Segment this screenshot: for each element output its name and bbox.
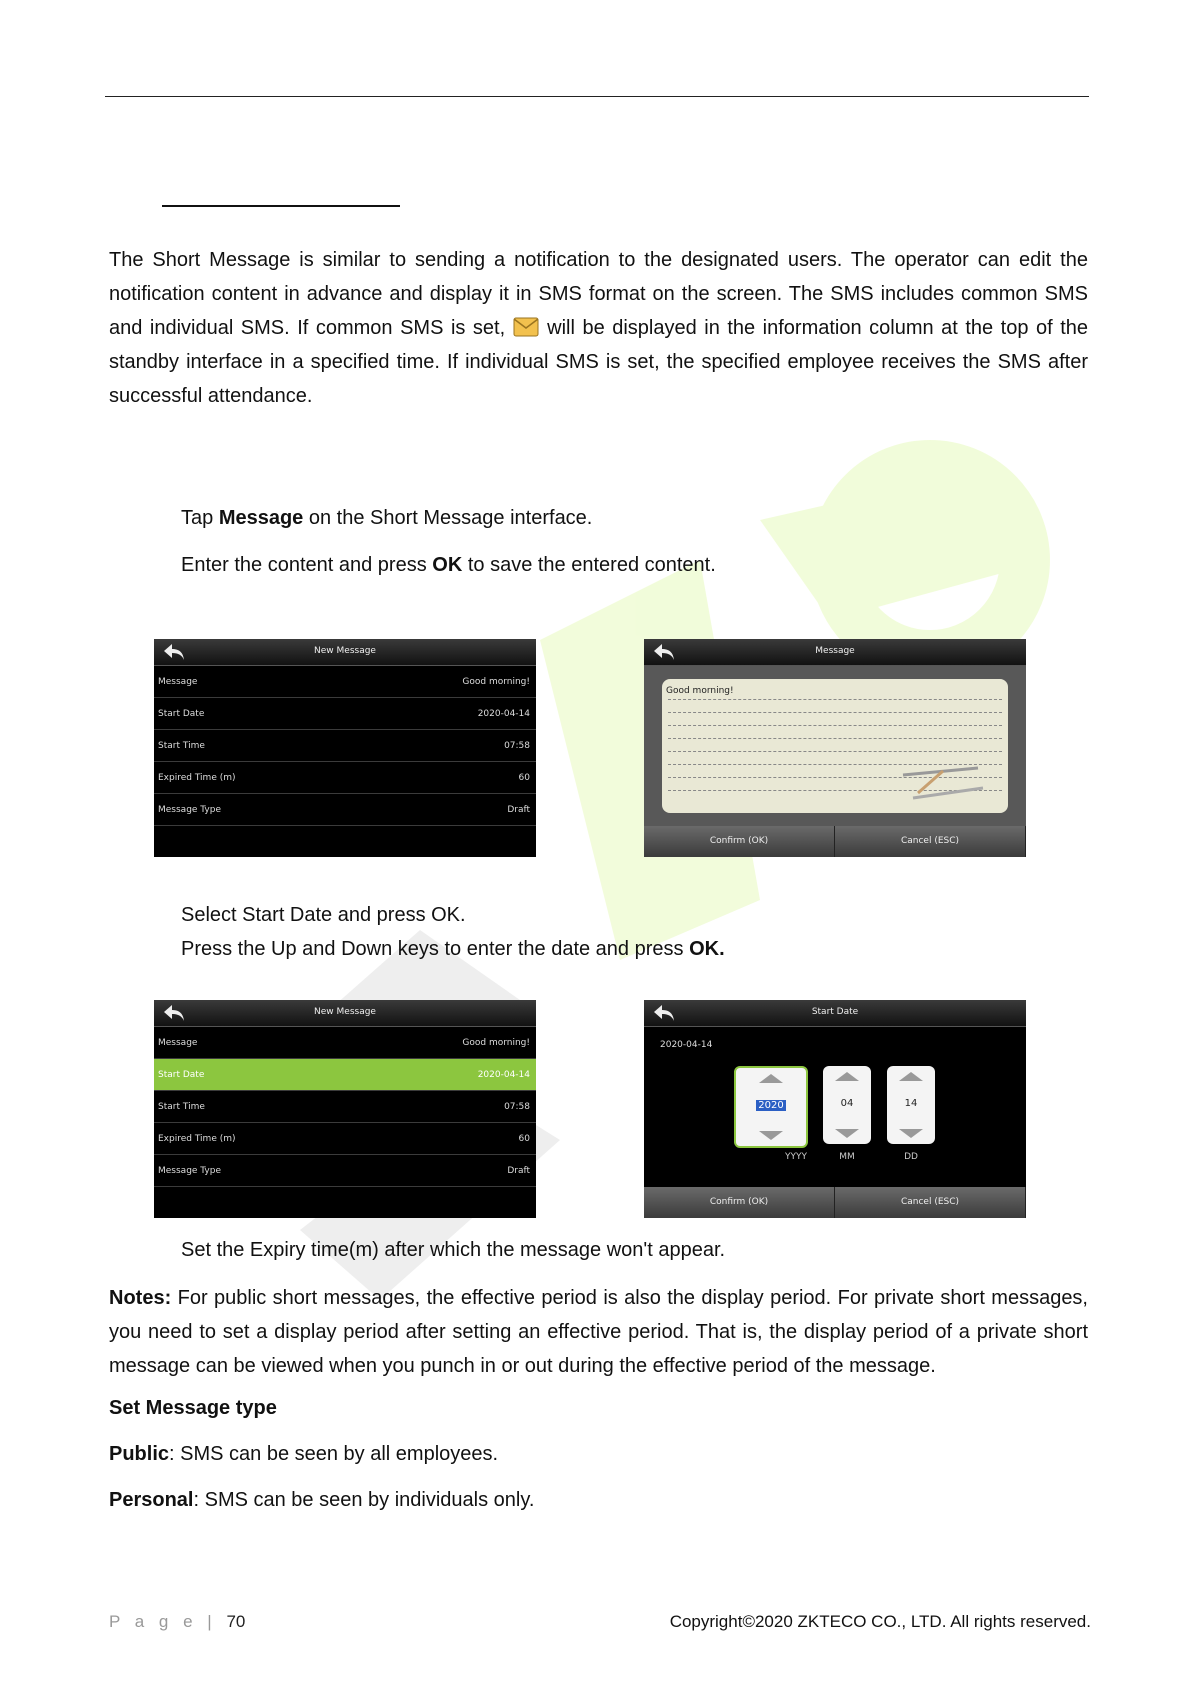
down-arrow-icon[interactable] bbox=[899, 1129, 923, 1138]
confirm-button[interactable]: Confirm (OK) bbox=[644, 826, 835, 857]
year-value: 2020 bbox=[758, 1100, 784, 1111]
public-line: Public: SMS can be seen by all employees. bbox=[109, 1443, 499, 1465]
month-value: 04 bbox=[840, 1098, 854, 1109]
year-spinner[interactable] bbox=[734, 1066, 808, 1148]
screen-header bbox=[644, 639, 1026, 666]
new-message-screen-highlighted bbox=[154, 1000, 536, 1218]
row-expired-time[interactable]: Expired Time (m) 60 bbox=[154, 1123, 536, 1155]
step-press-up-down: Press the Up and Down keys to enter the date and press OK. bbox=[181, 938, 725, 960]
day-spinner[interactable] bbox=[887, 1066, 935, 1144]
cancel-button[interactable]: Cancel (ESC) bbox=[835, 826, 1026, 857]
current-date: 2020-04-14 bbox=[660, 1040, 713, 1050]
up-arrow-icon[interactable] bbox=[759, 1074, 783, 1083]
row-start-date[interactable]: Start Date 2020-04-14 bbox=[154, 698, 536, 730]
copyright: Copyright©2020 ZKTECO CO., LTD. All rights reserved. bbox=[669, 1612, 1091, 1631]
step-enter-content: Enter the content and press OK to save the entered content. bbox=[181, 554, 716, 576]
row-message[interactable]: Message Good morning! bbox=[154, 666, 536, 698]
year-label: YYYY bbox=[785, 1152, 807, 1162]
pencils-decoration-icon bbox=[898, 763, 988, 803]
row-message[interactable]: Message Good morning! bbox=[154, 1027, 536, 1059]
down-arrow-icon[interactable] bbox=[835, 1129, 859, 1138]
page-number: 70 bbox=[226, 1612, 246, 1631]
header-rule bbox=[105, 96, 1089, 97]
confirm-button[interactable]: Confirm (OK) bbox=[644, 1187, 835, 1218]
notes-text: For public short messages, the effective period is also the display period. For private short messages, you need to set a display period after setting an effective period. That is, the display period of a private short message can be viewed when you punch in or out during the effective period of the message. bbox=[109, 1287, 1088, 1377]
row-message-type[interactable]: Message Type Draft bbox=[154, 1155, 536, 1187]
step-set-expiry: Set the Expiry time(m) after which the message won't appear. bbox=[181, 1239, 726, 1261]
row-start-time[interactable]: Start Time 07:58 bbox=[154, 1091, 536, 1123]
down-arrow-icon[interactable] bbox=[759, 1131, 783, 1140]
row-start-date-selected[interactable]: Start Date 2020-04-14 bbox=[154, 1059, 536, 1091]
intro-text-2: will be displayed in the information column at the top of the standby interface in a specified time. If individual SMS is set, the specified employee receives the SMS after successful attendance. bbox=[109, 317, 1088, 407]
message-edit-screen bbox=[644, 639, 1026, 857]
screen-title: Message bbox=[815, 646, 855, 656]
start-date-screen bbox=[644, 1000, 1026, 1218]
screen-header bbox=[154, 1000, 536, 1027]
intro-paragraph bbox=[109, 243, 1088, 413]
cancel-button[interactable]: Cancel (ESC) bbox=[835, 1187, 1026, 1218]
intro-text-1: The Short Message is similar to sending a notification to the designated users. The operator can edit the notification content in advance and display it in SMS format on the screen. The SMS includes common SMS and individual SMS. If common SMS is set, bbox=[109, 249, 1088, 339]
day-value: 14 bbox=[904, 1098, 918, 1109]
notes-paragraph bbox=[109, 1281, 1088, 1383]
up-arrow-icon[interactable] bbox=[899, 1072, 923, 1081]
message-type-heading: Set Message type bbox=[109, 1397, 277, 1419]
day-label: DD bbox=[904, 1152, 918, 1162]
personal-line: Personal: SMS can be seen by individuals only. bbox=[109, 1489, 535, 1511]
notes-label: Notes: bbox=[109, 1287, 172, 1309]
screen-title: New Message bbox=[314, 1007, 376, 1017]
screen-title: New Message bbox=[314, 646, 376, 656]
row-expired-time[interactable]: Expired Time (m) 60 bbox=[154, 762, 536, 794]
message-text: Good morning! bbox=[666, 686, 734, 696]
row-message-type[interactable]: Message Type Draft bbox=[154, 794, 536, 826]
envelope-icon bbox=[513, 317, 539, 337]
month-label: MM bbox=[839, 1152, 855, 1162]
screen-title: Start Date bbox=[811, 1007, 859, 1017]
month-spinner[interactable] bbox=[823, 1066, 871, 1144]
row-start-time[interactable]: Start Time 07:58 bbox=[154, 730, 536, 762]
button-bar bbox=[644, 826, 1026, 857]
step-tap-message: Tap Message on the Short Message interface. bbox=[181, 507, 593, 529]
page-footer-left: P a g e | 70 bbox=[109, 1612, 246, 1631]
new-message-screen bbox=[154, 639, 536, 857]
message-textarea[interactable] bbox=[662, 679, 1008, 813]
button-bar bbox=[644, 1187, 1026, 1218]
step-select-start-date: Select Start Date and press OK. bbox=[181, 904, 466, 926]
screen-header bbox=[644, 1000, 1026, 1027]
screen-header bbox=[154, 639, 536, 666]
up-arrow-icon[interactable] bbox=[835, 1072, 859, 1081]
section-title-underline bbox=[162, 205, 400, 207]
